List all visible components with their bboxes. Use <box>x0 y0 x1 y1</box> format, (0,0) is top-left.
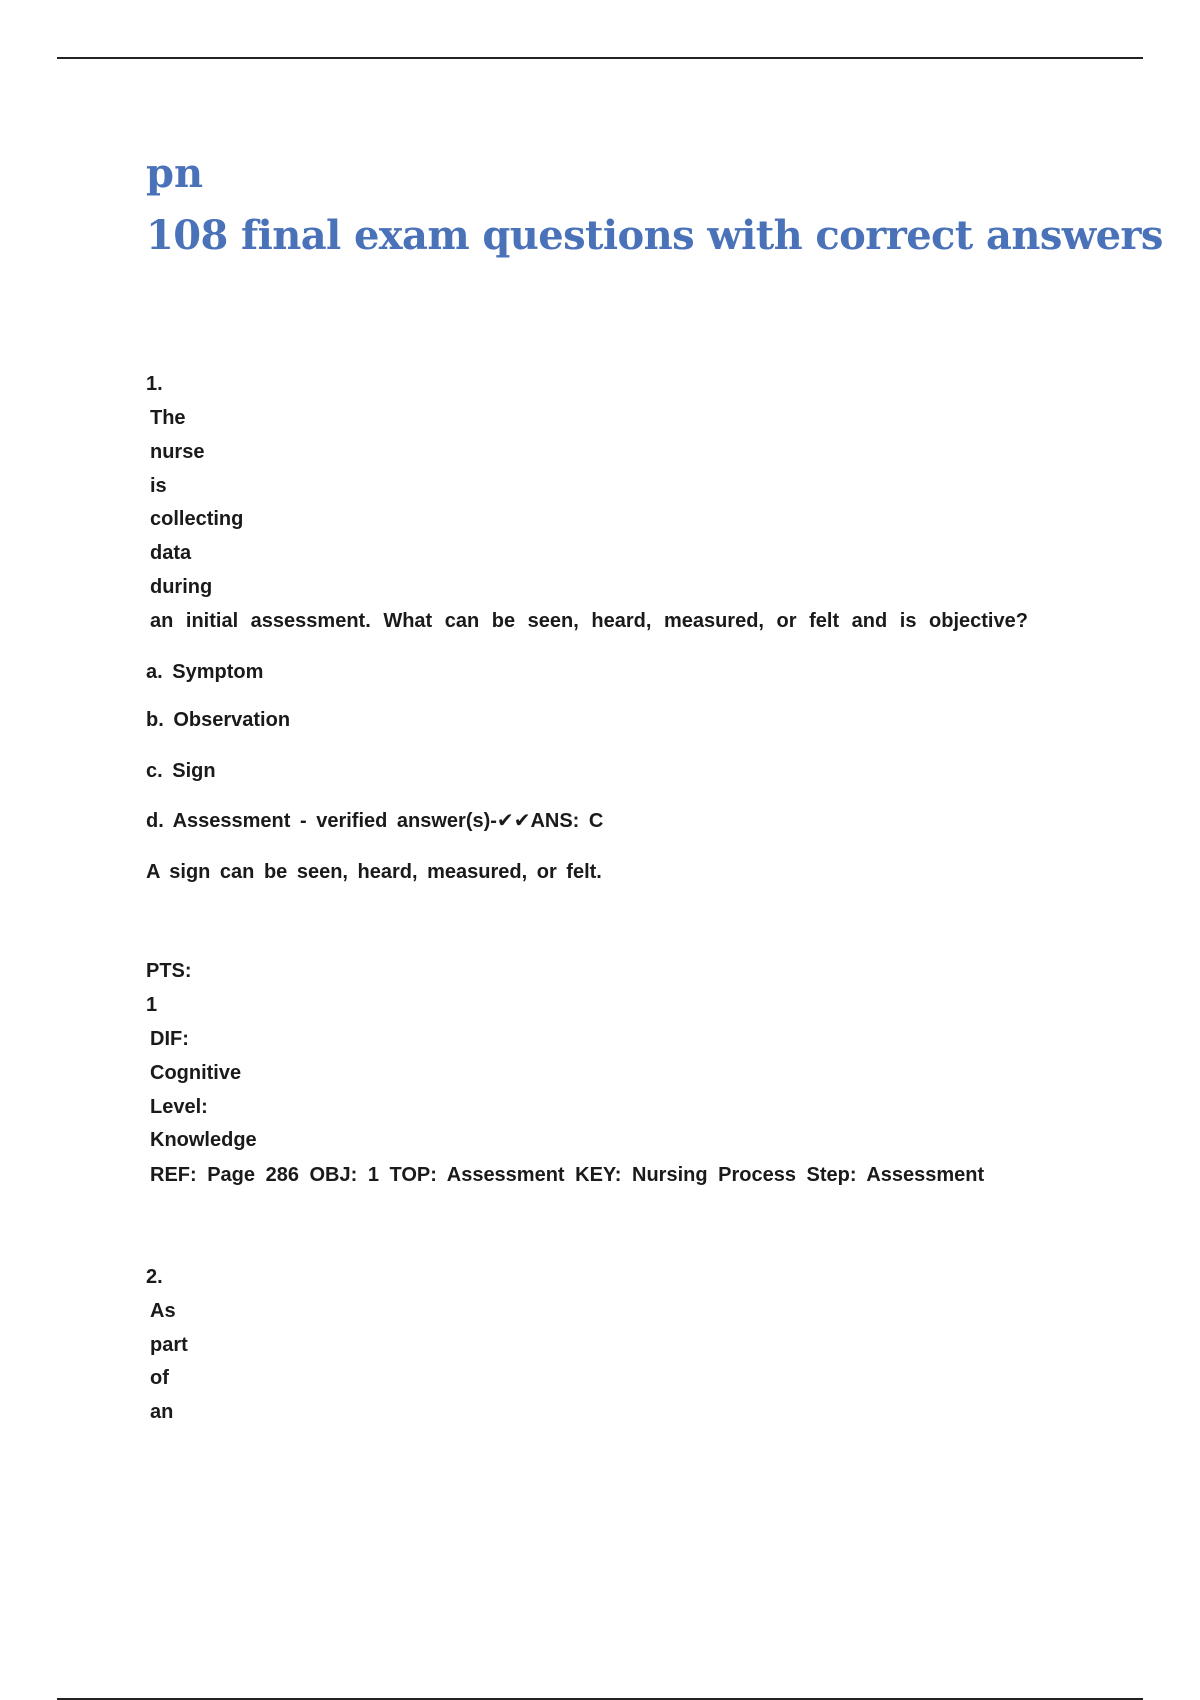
document-title-line1: pn <box>146 150 204 197</box>
answer-option-b: b. Observation <box>146 709 291 731</box>
question-stem-word: part <box>150 1334 188 1356</box>
question-stem-word: The <box>150 407 186 429</box>
question-stem-word: nurse <box>150 441 205 463</box>
question-number: 2. <box>146 1266 163 1288</box>
answer-option-c: c. Sign <box>146 760 216 782</box>
question-stem-word: an <box>150 1401 174 1423</box>
dif-label: DIF: <box>150 1028 189 1050</box>
pts-value: 1 <box>146 994 158 1016</box>
question-stem-word: is <box>150 475 167 497</box>
answer-rationale: A sign can be seen, heard, measured, or felt. <box>146 861 602 883</box>
question-stem-word: during <box>150 576 213 598</box>
dif-word: Cognitive <box>150 1062 242 1084</box>
pts-label: PTS: <box>146 960 192 982</box>
answer-option-d: d. Assessment - verified answer(s)-✔✔ANS: C <box>146 810 604 832</box>
reference-line: REF: Page 286 OBJ: 1 TOP: Assessment KEY: Nursing Process Step: Assessment <box>150 1164 985 1186</box>
question-stem-text: an initial assessment. What can be seen, heard, measured, or felt and is objective? <box>150 610 1028 632</box>
question-stem-word: of <box>150 1367 169 1389</box>
question-number: 1. <box>146 373 163 395</box>
question-stem-word: collecting <box>150 508 244 530</box>
question-stem-word: data <box>150 542 192 564</box>
top-rule <box>57 57 1143 59</box>
question-stem-word: As <box>150 1300 176 1322</box>
answer-option-a: a. Symptom <box>146 661 264 683</box>
dif-value: Knowledge <box>150 1129 257 1151</box>
document-title-line2: 108 final exam questions with correct answers <box>146 212 1163 259</box>
dif-word: Level: <box>150 1096 208 1118</box>
